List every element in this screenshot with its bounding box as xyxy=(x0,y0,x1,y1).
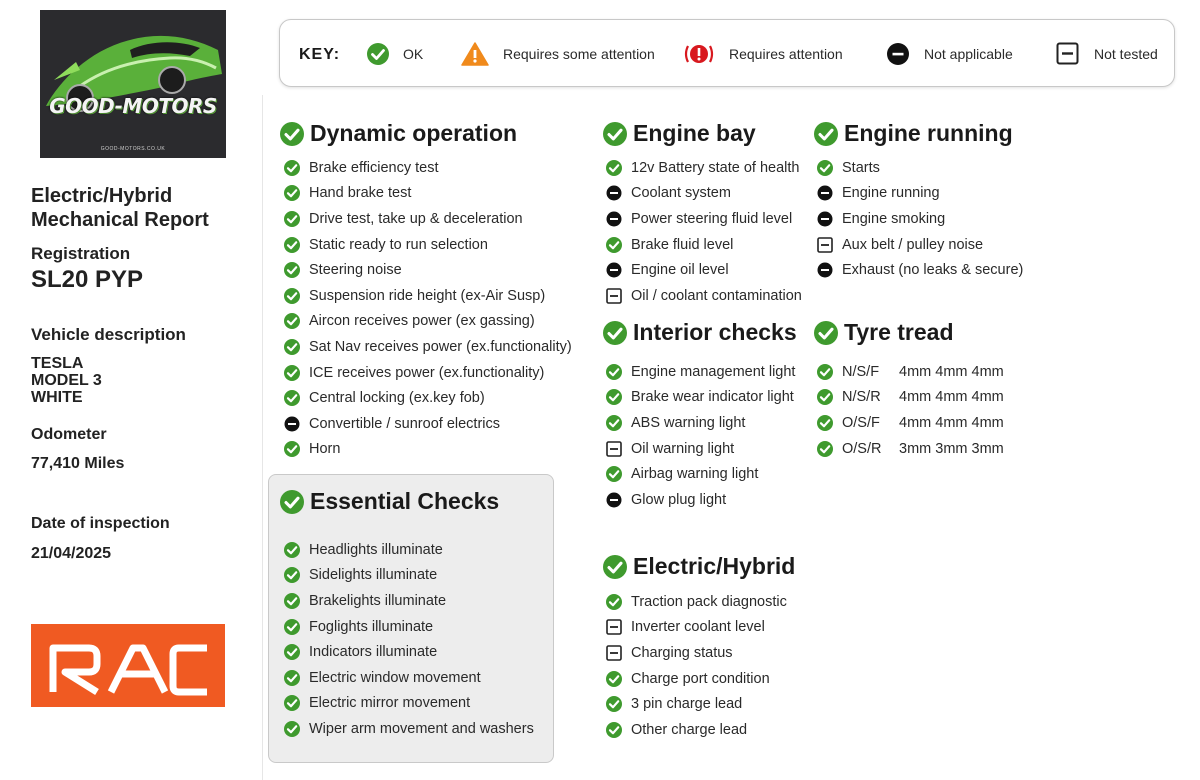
check-item xyxy=(284,283,572,309)
check-item-label: Brake fluid level xyxy=(631,236,734,253)
check-item xyxy=(284,309,572,335)
not-applicable-icon xyxy=(606,211,622,227)
ok-icon xyxy=(284,644,300,660)
check-item xyxy=(817,206,1023,232)
key-title: KEY: xyxy=(299,46,341,63)
check-item xyxy=(606,589,787,615)
key-legend xyxy=(279,19,1175,87)
check-item-label: Engine oil level xyxy=(631,262,729,279)
check-item-label: Charge port condition xyxy=(631,670,770,687)
not-applicable-icon xyxy=(817,262,833,278)
key-label-not-applicable: Not applicable xyxy=(924,46,1013,62)
tyre-tread-values: 4mm 4mm 4mm xyxy=(899,389,1004,406)
section-title-engine-running xyxy=(814,120,1013,147)
tyre-tread-values: 3mm 3mm 3mm xyxy=(899,440,1004,457)
key-label-alert: Requires attention xyxy=(729,46,843,62)
check-item xyxy=(817,359,1004,385)
good-motors-logo xyxy=(40,10,226,158)
interior-checks-list xyxy=(606,359,795,513)
check-item-label: ICE receives power (ex.functionality) xyxy=(309,364,545,381)
check-item-label: Oil warning light xyxy=(631,440,735,457)
odometer-value: 77,410 Miles xyxy=(31,455,125,472)
ok-icon xyxy=(284,593,300,609)
check-item-label: Power steering fluid level xyxy=(631,210,793,227)
tyre-tread-values: 4mm 4mm 4mm xyxy=(899,363,1004,380)
check-item xyxy=(817,385,1004,411)
key-item-ok xyxy=(367,42,423,66)
check-item-label: Horn xyxy=(309,441,341,458)
ok-icon xyxy=(606,389,622,405)
check-item xyxy=(284,614,534,640)
section-title-text: Electric/Hybrid xyxy=(633,553,796,579)
check-item-label: Aux belt / pulley noise xyxy=(842,236,984,253)
not-applicable-icon xyxy=(817,185,833,201)
check-item-label: Brake wear indicator light xyxy=(631,389,794,406)
check-item-label: Other charge lead xyxy=(631,721,748,738)
check-item xyxy=(606,232,802,258)
check-item xyxy=(284,181,572,207)
section-title-text: Engine bay xyxy=(633,120,756,146)
ok-icon xyxy=(284,567,300,583)
section-title-text: Essential Checks xyxy=(310,488,500,514)
ok-icon xyxy=(284,670,300,686)
report-title-line1: Electric/Hybrid xyxy=(31,185,173,207)
check-item-label: Charging status xyxy=(631,644,733,661)
ok-icon xyxy=(284,339,300,355)
check-item xyxy=(817,436,1004,462)
dynamic-operation-list xyxy=(284,155,572,462)
not-applicable-icon xyxy=(817,211,833,227)
ok-icon xyxy=(284,365,300,381)
check-item xyxy=(284,691,534,717)
check-item xyxy=(817,181,1023,207)
check-item xyxy=(606,359,795,385)
vehicle-description-label: Vehicle description xyxy=(31,325,186,344)
check-item xyxy=(284,360,572,386)
ok-icon xyxy=(817,160,833,176)
check-item xyxy=(284,537,534,563)
key-item-alert xyxy=(683,42,843,66)
ok-icon xyxy=(280,122,304,146)
ok-icon xyxy=(817,364,833,380)
check-item-label: Drive test, take up & deceleration xyxy=(309,210,523,227)
check-item xyxy=(817,155,1023,181)
check-item-label: Airbag warning light xyxy=(631,466,759,483)
check-item xyxy=(606,691,787,717)
check-item xyxy=(606,461,795,487)
warning-icon xyxy=(461,42,489,66)
check-item xyxy=(606,717,787,743)
check-item xyxy=(284,716,534,742)
check-item-label: Indicators illuminate xyxy=(309,644,438,661)
section-title-text: Tyre tread xyxy=(844,319,954,345)
odometer-label: Odometer xyxy=(31,426,107,443)
ok-icon xyxy=(606,364,622,380)
ok-icon xyxy=(280,490,304,514)
check-item-label: Starts xyxy=(842,159,880,176)
electric-hybrid-list xyxy=(606,589,787,743)
section-title-dynamic-operation xyxy=(280,120,517,147)
check-item xyxy=(606,436,795,462)
ok-icon xyxy=(284,542,300,558)
section-title-essential-checks xyxy=(280,488,499,515)
section-title-text: Dynamic operation xyxy=(310,120,518,146)
check-item-label: Engine running xyxy=(842,185,940,202)
rac-logo-graphic xyxy=(31,624,225,707)
ok-icon xyxy=(817,441,833,457)
date-label: Date of inspection xyxy=(31,515,170,532)
ok-icon xyxy=(284,441,300,457)
engine-running-list xyxy=(817,155,1023,283)
ok-icon xyxy=(284,721,300,737)
check-item-label: Electric window movement xyxy=(309,669,481,686)
check-item xyxy=(606,410,795,436)
check-item xyxy=(284,257,572,283)
ok-icon xyxy=(817,389,833,405)
ok-icon xyxy=(817,415,833,431)
ok-icon xyxy=(284,390,300,406)
check-item xyxy=(284,206,572,232)
check-item xyxy=(817,232,1023,258)
not-tested-icon xyxy=(606,645,622,661)
column-divider xyxy=(262,95,263,780)
section-title-electric-hybrid xyxy=(603,553,795,580)
check-item-label: Headlights illuminate xyxy=(309,541,443,558)
ok-icon xyxy=(284,237,300,253)
rac-logo-text xyxy=(225,624,226,625)
check-item-label: Exhaust (no leaks & secure) xyxy=(842,262,1024,279)
check-item-label: O/S/R xyxy=(842,440,882,457)
check-item xyxy=(606,666,787,692)
vehicle-model: MODEL 3 xyxy=(31,372,102,389)
registration-label: Registration xyxy=(31,244,131,263)
ok-icon xyxy=(814,321,838,345)
ok-icon xyxy=(606,671,622,687)
not-applicable-icon xyxy=(606,262,622,278)
section-title-engine-bay xyxy=(603,120,756,147)
not-applicable-icon xyxy=(606,185,622,201)
check-item-label: Engine management light xyxy=(631,363,796,380)
key-item-not-tested xyxy=(1056,42,1158,66)
check-item-label: O/S/F xyxy=(842,414,880,431)
engine-bay-list xyxy=(606,155,802,309)
check-item xyxy=(817,257,1023,283)
ok-icon xyxy=(606,722,622,738)
not-tested-icon xyxy=(606,441,622,457)
section-title-text: Engine running xyxy=(844,120,1013,146)
check-item-label: N/S/R xyxy=(842,389,881,406)
check-item xyxy=(284,411,572,437)
ok-icon xyxy=(606,696,622,712)
check-item xyxy=(606,257,802,283)
check-item-label: Brakelights illuminate xyxy=(309,592,447,609)
not-applicable-icon xyxy=(886,42,910,66)
not-tested-icon xyxy=(1056,42,1080,66)
ok-icon xyxy=(606,594,622,610)
ok-icon xyxy=(606,466,622,482)
logo-brand-text: GOOD-MOTORS xyxy=(49,94,217,118)
vehicle-description xyxy=(31,355,102,406)
report-title-line2: Mechanical Report xyxy=(31,209,209,231)
section-title-text: Interior checks xyxy=(633,319,797,345)
date-value: 21/04/2025 xyxy=(31,545,112,562)
key-label-warning: Requires some attention xyxy=(503,46,655,62)
check-item xyxy=(817,410,1004,436)
not-tested-icon xyxy=(817,237,833,253)
check-item-label: ABS warning light xyxy=(631,414,746,431)
ok-icon xyxy=(606,237,622,253)
check-item-label: Coolant system xyxy=(631,185,731,202)
key-label-ok: OK xyxy=(403,46,424,62)
check-item xyxy=(606,206,802,232)
check-item xyxy=(284,588,534,614)
ok-icon xyxy=(284,160,300,176)
check-item xyxy=(606,155,802,181)
not-tested-icon xyxy=(606,619,622,635)
check-item xyxy=(284,155,572,181)
check-item xyxy=(284,437,572,463)
key-label-not-tested: Not tested xyxy=(1094,46,1158,62)
check-item xyxy=(284,232,572,258)
check-item-label: Central locking (ex.key fob) xyxy=(309,390,485,407)
check-item-label: Sat Nav receives power (ex.functionality) xyxy=(309,338,572,355)
check-item-label: Aircon receives power (ex gassing) xyxy=(309,313,535,330)
ok-icon xyxy=(284,262,300,278)
vehicle-colour: WHITE xyxy=(31,389,83,406)
ok-icon xyxy=(284,313,300,329)
check-item xyxy=(284,563,534,589)
ok-icon xyxy=(284,185,300,201)
check-item-label: Oil / coolant contamination xyxy=(631,287,802,304)
check-item-label: Hand brake test xyxy=(309,185,412,202)
check-item xyxy=(284,334,572,360)
ok-icon xyxy=(284,288,300,304)
ok-icon xyxy=(814,122,838,146)
ok-icon xyxy=(606,415,622,431)
ok-icon xyxy=(284,619,300,635)
check-item xyxy=(606,640,787,666)
ok-icon xyxy=(284,211,300,227)
tyre-tread-list xyxy=(817,359,1004,461)
check-item-label: Foglights illuminate xyxy=(309,618,434,635)
check-item-label: Wiper arm movement and washers xyxy=(309,720,534,737)
not-tested-icon xyxy=(606,288,622,304)
check-item-label: N/S/F xyxy=(842,363,880,380)
check-item-label: Traction pack diagnostic xyxy=(631,593,787,610)
check-item-label: Suspension ride height (ex-Air Susp) xyxy=(309,287,546,304)
car-graphic xyxy=(40,10,226,158)
check-item xyxy=(606,181,802,207)
rac-logo xyxy=(31,624,225,707)
check-item xyxy=(284,639,534,665)
check-item-label: 12v Battery state of health xyxy=(631,159,800,176)
report-title xyxy=(31,184,209,232)
alert-icon xyxy=(683,42,715,66)
tyre-tread-values: 4mm 4mm 4mm xyxy=(899,414,1004,431)
check-item xyxy=(606,487,795,513)
check-item-label: Static ready to run selection xyxy=(309,236,488,253)
check-item-label: Sidelights illuminate xyxy=(309,567,438,584)
ok-icon xyxy=(367,43,389,65)
check-item-label: Steering noise xyxy=(309,262,402,279)
check-item xyxy=(606,283,802,309)
key-item-warning xyxy=(461,42,655,66)
not-applicable-icon xyxy=(284,416,300,432)
essential-checks-list xyxy=(284,537,534,742)
check-item-label: 3 pin charge lead xyxy=(631,696,743,713)
registration-value: SL20 PYP xyxy=(31,266,144,293)
ok-icon xyxy=(284,695,300,711)
check-item-label: Glow plug light xyxy=(631,491,727,508)
not-applicable-icon xyxy=(606,492,622,508)
vehicle-make: TESLA xyxy=(31,355,84,372)
ok-icon xyxy=(603,321,627,345)
check-item-label: Brake efficiency test xyxy=(309,159,439,176)
logo-website-text: GOOD-MOTORS.CO.UK xyxy=(100,146,166,152)
check-item-label: Electric mirror movement xyxy=(309,695,471,712)
check-item xyxy=(606,385,795,411)
check-item xyxy=(606,615,787,641)
check-item xyxy=(284,385,572,411)
ok-icon xyxy=(603,555,627,579)
section-title-interior-checks xyxy=(603,319,797,346)
check-item-label: Engine smoking xyxy=(842,210,946,227)
check-item-label: Inverter coolant level xyxy=(631,619,765,636)
check-item xyxy=(284,665,534,691)
ok-icon xyxy=(606,160,622,176)
ok-icon xyxy=(603,122,627,146)
check-item-label: Convertible / sunroof electrics xyxy=(309,415,500,432)
key-item-not-applicable xyxy=(886,42,1013,66)
section-title-tyre-tread xyxy=(814,319,954,346)
